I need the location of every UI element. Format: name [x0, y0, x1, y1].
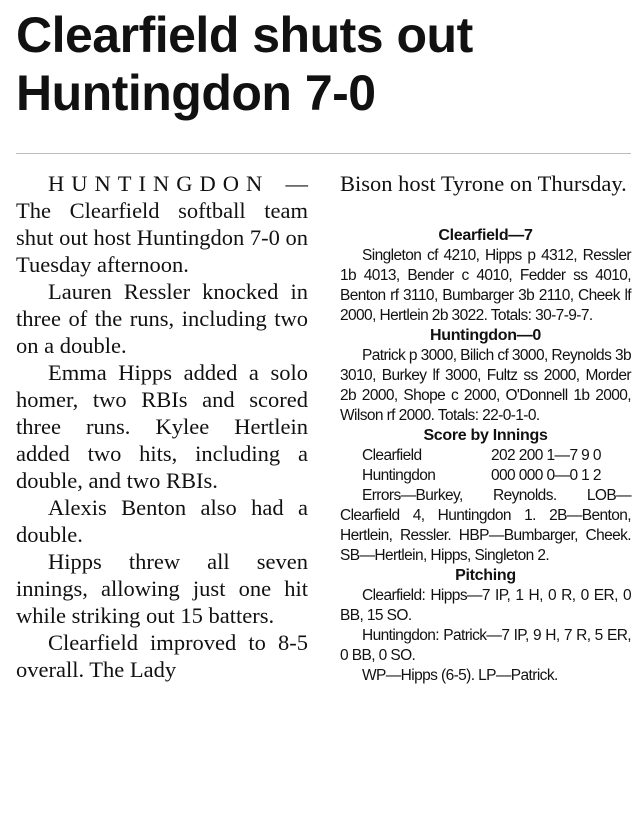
headline: Clearfield shuts out Huntingdon 7-0	[16, 7, 473, 121]
article-paragraph-3: Emma Hipps added a solo homer, two RBIs and scored three runs. Kylee Hertlein added two hits, including a double, and two RBIs.	[16, 360, 308, 493]
pitching-line-huntingdon: Huntingdon: Patrick—7 IP, 9 H, 7 R, 5 ER, 0 BB, 0 SO.	[340, 627, 631, 664]
article-paragraph-5: Hipps threw all seven innings, allowing just one hit while striking out 15 batters.	[16, 549, 308, 628]
article-paragraph-4: Alexis Benton also had a double.	[16, 495, 308, 547]
game-notes: Errors—Burkey, Reynolds. LOB—Clearfield 4, Huntingdon 1. 2B—Benton, Hertlein, Ressler. HBP—Bumbarger, Cheek. SB—Hertlein, Hipps, Singleton 2.	[340, 487, 631, 564]
line-score-value: 000 000 0—0 1 2	[491, 467, 601, 484]
article-continued: Bison host Tyrone on Thursday.	[340, 171, 627, 196]
headline-divider	[16, 153, 631, 154]
article-column-left	[16, 170, 308, 683]
pitching-line-clearfield: Clearfield: Hipps—7 IP, 1 H, 0 R, 0 ER, 0 BB, 15 SO.	[340, 587, 631, 624]
team1-heading: Clearfield—7	[438, 227, 533, 244]
line-score-value: 202 200 1—7 9 0	[491, 447, 601, 464]
innings-heading: Score by Innings	[423, 427, 548, 444]
team2-heading: Huntingdon—0	[429, 327, 542, 344]
team1-lineup: Singleton cf 4210, Hipps p 4312, Ressler 1b 4013, Bender c 4010, Fedder ss 4010, Benton rf 3110, Bumbarger 3b 2110, Cheek lf 2000, Hertlein 2b 3022. Totals: 30-7-9-7.	[340, 247, 631, 324]
dateline: HUNTINGDON	[48, 171, 270, 196]
line-score-row	[340, 466, 631, 486]
line-score-team: Clearfield	[362, 447, 422, 464]
lede-text: — The Clearfield softball team shut out host Huntingdon 7-0 on Tuesday afternoon.	[16, 171, 308, 277]
article-paragraph-1	[16, 170, 308, 278]
line-score-row	[340, 446, 631, 466]
box-score	[340, 226, 631, 686]
pitching-heading: Pitching	[455, 567, 516, 584]
team2-lineup: Patrick p 3000, Bilich cf 3000, Reynolds 3b 3010, Burkey lf 3000, Fultz ss 2000, Morder 2b 2000, Shope c 2000, O'Donnell 1b 2000, Wilson rf 2000. Totals: 22-0-1-0.	[340, 347, 631, 424]
pitching-decisions: WP—Hipps (6-5). LP—Patrick.	[362, 667, 558, 684]
article-paragraph-2: Lauren Ressler knocked in three of the runs, including two on a double.	[16, 279, 308, 358]
line-score-team: Huntingdon	[362, 467, 436, 484]
article-paragraph-6: Clearfield improved to 8-5 overall. The Lady	[16, 630, 308, 682]
article-column-right	[340, 170, 631, 686]
